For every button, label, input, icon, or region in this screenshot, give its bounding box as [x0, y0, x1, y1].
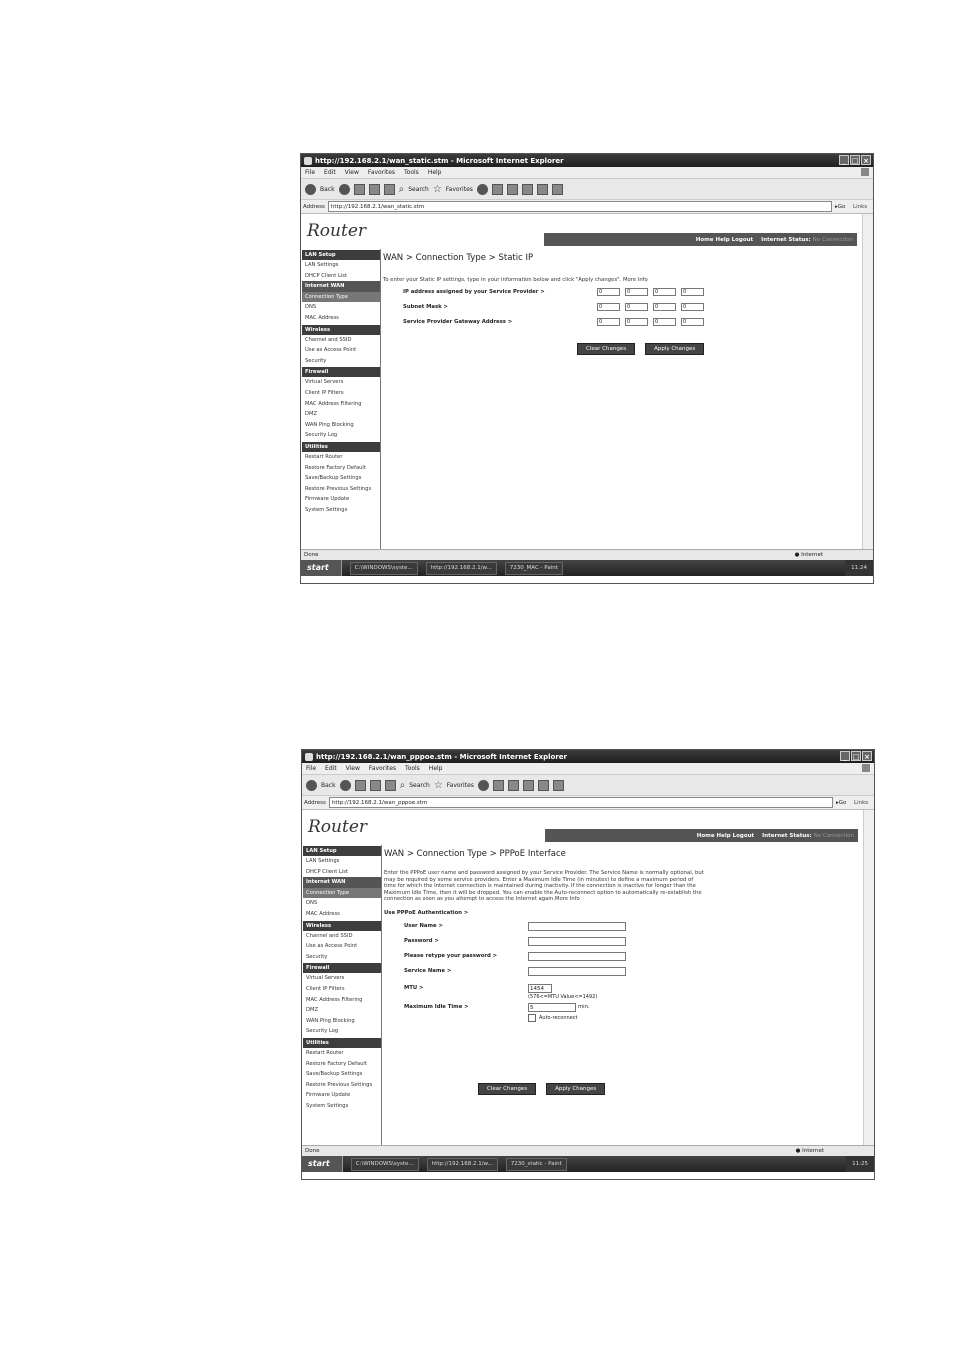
close-button[interactable]: × — [862, 751, 872, 761]
sidebar-item-dns[interactable]: DNS — [305, 304, 317, 311]
go-button[interactable] — [835, 204, 853, 210]
sidebar-item-restore-previous[interactable]: Restore Previous Settings — [305, 485, 372, 492]
status-bar — [302, 1145, 874, 1156]
internet-status-label: Internet Status: — [762, 832, 812, 839]
sidebar-item-mac-filtering[interactable]: MAC Address Filtering — [306, 996, 363, 1003]
taskbar — [301, 560, 873, 576]
address-bar — [301, 200, 873, 214]
sidebar-item-security[interactable]: Security — [305, 357, 327, 364]
user-name-input[interactable] — [528, 922, 626, 931]
sidebar-item-restart[interactable]: Restart Router — [305, 453, 343, 460]
sidebar-item-system-settings[interactable]: System Settings — [306, 1102, 349, 1109]
screenshot-static-ip — [300, 153, 874, 584]
edit-icon[interactable] — [523, 780, 534, 791]
favorites-icon[interactable]: ☆ — [432, 183, 442, 195]
home-icon[interactable] — [385, 780, 396, 791]
home-link[interactable]: Home — [695, 236, 714, 243]
taskbar — [302, 1156, 874, 1172]
sidebar-item-save-backup[interactable]: Save/Backup Settings — [306, 1071, 363, 1078]
page-title: WAN > Connection Type > Static IP — [383, 253, 534, 263]
sidebar-item-mac-address[interactable]: MAC Address — [306, 910, 340, 917]
forward-icon[interactable] — [339, 184, 350, 195]
router-page — [301, 214, 873, 549]
go-arrow-icon: ▸ — [836, 799, 839, 806]
sidebar-head-wireless: Wireless — [302, 325, 380, 335]
sidebar — [303, 845, 382, 1145]
sidebar-item-restore-previous[interactable]: Restore Previous Settings — [306, 1081, 373, 1088]
sidebar-head-firewall: Firewall — [303, 963, 381, 973]
taskbar-item-paint[interactable]: 7230_static - Paint — [506, 1158, 567, 1171]
sidebar-item-firmware[interactable]: Firmware Update — [306, 1092, 351, 1099]
internet-status-label: Internet Status: — [761, 236, 811, 243]
links-button[interactable]: Links — [853, 203, 868, 210]
help-link[interactable]: Help — [716, 832, 731, 839]
print-icon[interactable] — [507, 184, 518, 195]
start-button[interactable]: start — [301, 560, 342, 576]
discuss-icon[interactable] — [537, 184, 548, 195]
internet-zone: ● Internet — [795, 1148, 824, 1154]
subnet-mask-label: Subnet Mask > — [403, 304, 448, 310]
logout-link[interactable]: Logout — [732, 832, 755, 839]
ie-icon — [304, 157, 312, 165]
search-icon[interactable]: ⌕ — [399, 779, 406, 791]
address-label: Address — [303, 203, 325, 210]
router-logo: Router — [307, 221, 367, 241]
go-label: Go — [837, 203, 846, 210]
subnet-octet-1[interactable]: 0 — [597, 303, 620, 311]
maximize-button[interactable]: □ — [851, 157, 859, 165]
stop-icon[interactable] — [354, 184, 365, 195]
favorites-label[interactable]: Favorites — [446, 781, 474, 789]
sidebar-item-access-point[interactable]: Use as Access Point — [305, 347, 357, 354]
history-icon[interactable] — [477, 184, 488, 195]
sidebar-item-channel-ssid[interactable]: Channel and SSID — [305, 336, 352, 343]
mtu-hint: (576<=MTU Value<=1492) — [528, 993, 598, 1000]
sidebar-item-channel-ssid[interactable]: Channel and SSID — [306, 932, 353, 939]
sidebar-item-factory-default[interactable]: Restore Factory Default — [306, 1060, 367, 1067]
gateway-octet-3[interactable]: 0 — [653, 318, 676, 326]
sidebar-item-connection-type[interactable]: Connection Type — [303, 888, 381, 899]
service-name-input[interactable] — [528, 967, 626, 976]
messenger-icon[interactable] — [552, 184, 563, 195]
auto-reconnect-label: Auto-reconnect — [539, 1014, 578, 1021]
maximize-button[interactable]: □ — [852, 753, 860, 761]
status-bar — [301, 549, 873, 560]
page-scrollbar[interactable] — [863, 810, 874, 1145]
apply-changes-button[interactable]: Apply Changes — [546, 1083, 605, 1095]
status-text: Done — [305, 1148, 320, 1154]
taskbar-item-paint[interactable]: 7230_MAC - Paint — [505, 562, 563, 575]
help-link[interactable]: Help — [715, 236, 730, 243]
refresh-icon[interactable] — [370, 780, 381, 791]
sidebar-item-client-ip-filters[interactable]: Client IP Filters — [306, 985, 345, 992]
idle-time-unit: min. — [578, 1004, 590, 1010]
favorites-label[interactable]: Favorites — [445, 185, 473, 193]
sidebar-item-dmz[interactable]: DMZ — [306, 1007, 319, 1014]
sidebar-item-wan-ping[interactable]: WAN Ping Blocking — [305, 421, 354, 428]
gateway-label: Service Provider Gateway Address > — [403, 319, 513, 325]
messenger-icon[interactable] — [553, 780, 564, 791]
menu-view[interactable]: View — [344, 169, 359, 176]
print-icon[interactable] — [508, 780, 519, 791]
retype-password-input[interactable] — [528, 952, 626, 961]
idle-time-label: Maximum Idle Time > — [404, 1004, 469, 1010]
sidebar-item-security-log[interactable]: Security Log — [305, 432, 338, 439]
links-button[interactable]: Links — [854, 799, 869, 806]
address-input[interactable]: http://192.168.2.1/wan_static.stm — [328, 201, 832, 212]
ip-octet-4[interactable]: 0 — [681, 288, 704, 296]
menu-favorites[interactable]: Favorites — [367, 169, 396, 176]
button-row — [577, 343, 704, 355]
sidebar-head-internet-wan: Internet WAN — [302, 281, 380, 292]
taskbar-item-cmd[interactable]: C:\WINDOWS\syste... — [350, 562, 418, 575]
status-text: Done — [304, 552, 319, 558]
minimize-button[interactable]: _ — [840, 751, 850, 761]
home-icon[interactable] — [384, 184, 395, 195]
ip-octet-3[interactable]: 0 — [653, 288, 676, 296]
top-nav-band — [545, 829, 858, 842]
sidebar-item-security-log[interactable]: Security Log — [306, 1028, 339, 1035]
router-logo: Router — [308, 817, 368, 837]
subnet-octet-3[interactable]: 0 — [653, 303, 676, 311]
pppoe-auth-label: Use PPPoE Authentication > — [384, 909, 469, 916]
menu-tools[interactable]: Tools — [404, 169, 419, 176]
content-area — [383, 249, 861, 352]
internet-zone: ● Internet — [794, 552, 823, 558]
idle-time-row — [384, 1003, 862, 1012]
sidebar-item-restart[interactable]: Restart Router — [306, 1049, 344, 1056]
sidebar-item-dmz[interactable]: DMZ — [305, 411, 318, 418]
sidebar-item-client-ip-filters[interactable]: Client IP Filters — [305, 389, 344, 396]
window-title: http://192.168.2.1/wan_pppoe.stm - Microsoft Internet Explorer — [316, 752, 568, 761]
internet-status-value: No Connection — [812, 236, 853, 243]
sidebar-item-dhcp-list[interactable]: DHCP Client List — [306, 868, 349, 875]
intro-text: Enter the PPPoE user name and password assigned by your Service Provider. The Service Name is normally optional, but may be required by some service providers. Enter a Maximum Idle Time (in minutes) to define a maximum period of time for which the Internet connection is maintained during inactivity. If the connection is inactive for longer than the Maximum Idle Time, then it will be dropped. You can enable the Auto-reconnect option to automatically re-establish the connection as soon as you attempt to access the Internet again.More Info — [384, 870, 704, 902]
globe-icon: ● — [795, 1148, 801, 1154]
gateway-octet-2[interactable]: 0 — [625, 318, 648, 326]
mail-icon[interactable] — [493, 780, 504, 791]
ip-octet-1[interactable]: 0 — [597, 288, 620, 296]
top-nav-band — [544, 233, 857, 246]
sidebar-head-utilities: Utilities — [302, 442, 380, 452]
user-name-label: User Name > — [404, 923, 443, 929]
back-label[interactable]: Back — [321, 781, 336, 789]
internet-status-value: No Connection — [813, 832, 854, 839]
edit-icon[interactable] — [522, 184, 533, 195]
go-arrow-icon: ▸ — [835, 203, 838, 210]
sidebar-item-dns[interactable]: DNS — [306, 900, 318, 907]
home-link[interactable]: Home — [696, 832, 715, 839]
page-title: WAN > Connection Type > PPPoE Interface — [384, 849, 566, 859]
gateway-octet-4[interactable]: 0 — [681, 318, 704, 326]
subnet-octet-2[interactable]: 0 — [625, 303, 648, 311]
menu-help[interactable]: Help — [428, 765, 443, 772]
mtu-row — [384, 984, 862, 993]
window-title: http://192.168.2.1/wan_static.stm - Microsoft Internet Explorer — [315, 156, 564, 165]
sidebar-item-system-settings[interactable]: System Settings — [305, 506, 348, 513]
mtu-label: MTU > — [404, 985, 424, 991]
auto-reconnect-row — [528, 1014, 862, 1022]
window-titlebar — [301, 154, 873, 167]
sidebar-head-lan: LAN Setup — [302, 250, 380, 260]
sidebar-item-security[interactable]: Security — [306, 953, 328, 960]
sidebar-item-virtual-servers[interactable]: Virtual Servers — [306, 975, 345, 982]
password-row — [384, 937, 862, 946]
discuss-icon[interactable] — [538, 780, 549, 791]
ip-address-label: IP address assigned by your Service Provider > — [403, 289, 545, 295]
back-label[interactable]: Back — [320, 185, 335, 193]
sidebar-item-factory-default[interactable]: Restore Factory Default — [305, 464, 366, 471]
sidebar-item-lan-settings[interactable]: LAN Settings — [305, 262, 339, 268]
ie-icon — [305, 753, 313, 761]
close-button[interactable]: × — [861, 155, 871, 165]
menu-view[interactable]: View — [345, 765, 360, 772]
intro-text: To enter your Static IP settings, type in your information below and click "Apply changes". More Info — [383, 277, 648, 283]
search-icon[interactable]: ⌕ — [398, 183, 405, 195]
mail-icon[interactable] — [492, 184, 503, 195]
router-page — [302, 810, 874, 1145]
address-label: Address — [304, 799, 326, 806]
menu-file[interactable]: File — [305, 169, 316, 176]
gateway-row — [383, 318, 861, 326]
clock: 11:24 — [845, 560, 873, 576]
sidebar-item-mac-address[interactable]: MAC Address — [305, 314, 339, 321]
mtu-input[interactable]: 1454 — [528, 984, 552, 993]
clear-changes-button[interactable]: Clear Changes — [478, 1083, 536, 1095]
button-row — [478, 1083, 605, 1095]
window-titlebar — [302, 750, 874, 763]
sidebar — [302, 249, 381, 549]
taskbar-item-ie[interactable]: http://192.168.2.1/w... — [427, 1158, 498, 1171]
address-bar — [302, 796, 874, 810]
service-name-label: Service Name > — [404, 968, 452, 974]
search-label[interactable]: Search — [409, 781, 430, 789]
menu-tools[interactable]: Tools — [405, 765, 420, 772]
go-button[interactable] — [836, 800, 854, 806]
menu-edit[interactable]: Edit — [324, 169, 336, 176]
sidebar-item-wan-ping[interactable]: WAN Ping Blocking — [306, 1017, 355, 1024]
history-icon[interactable] — [478, 780, 489, 791]
sidebar-item-virtual-servers[interactable]: Virtual Servers — [305, 379, 344, 386]
taskbar-item-ie[interactable]: http://192.168.2.1/w... — [426, 562, 497, 575]
subnet-octet-4[interactable]: 0 — [681, 303, 704, 311]
service-name-row — [384, 967, 862, 976]
password-label: Password > — [404, 938, 439, 944]
globe-icon: ● — [794, 552, 800, 558]
sidebar-item-access-point[interactable]: Use as Access Point — [306, 943, 358, 950]
ip-address-row — [383, 288, 861, 296]
sidebar-head-wireless: Wireless — [303, 921, 381, 931]
taskbar-item-cmd[interactable]: C:\WINDOWS\syste... — [351, 1158, 419, 1171]
browser-toolbar — [302, 775, 874, 796]
page-scrollbar[interactable] — [862, 214, 873, 549]
apply-changes-button[interactable]: Apply Changes — [645, 343, 704, 355]
back-icon[interactable] — [306, 780, 317, 791]
auto-reconnect-checkbox[interactable] — [528, 1014, 536, 1022]
sidebar-item-dhcp-list[interactable]: DHCP Client List — [305, 272, 348, 279]
sidebar-item-lan-settings[interactable]: LAN Settings — [306, 858, 340, 864]
clock: 11:25 — [846, 1156, 874, 1172]
menu-bar — [302, 763, 874, 775]
clear-changes-button[interactable]: Clear Changes — [577, 343, 635, 355]
retype-password-row — [384, 952, 862, 961]
address-input[interactable]: http://192.168.2.1/wan_pppoe.stm — [329, 797, 833, 808]
sidebar-item-mac-filtering[interactable]: MAC Address Filtering — [305, 400, 362, 407]
windows-flag-icon — [861, 168, 869, 176]
pppoe-auth-heading — [384, 910, 862, 916]
subnet-mask-row — [383, 303, 861, 311]
menu-favorites[interactable]: Favorites — [368, 765, 397, 772]
favorites-icon[interactable]: ☆ — [433, 779, 443, 791]
screenshot-pppoe — [301, 749, 875, 1180]
windows-flag-icon — [862, 764, 870, 772]
menu-help[interactable]: Help — [427, 169, 442, 176]
browser-toolbar — [301, 179, 873, 200]
sidebar-head-internet-wan: Internet WAN — [303, 877, 381, 888]
ip-octet-2[interactable]: 0 — [625, 288, 648, 296]
logout-link[interactable]: Logout — [731, 236, 754, 243]
retype-password-label: Please retype your password > — [404, 953, 498, 959]
sidebar-item-firmware[interactable]: Firmware Update — [305, 496, 350, 503]
gateway-octet-1[interactable]: 0 — [597, 318, 620, 326]
sidebar-head-utilities: Utilities — [303, 1038, 381, 1048]
content-area — [384, 845, 862, 1092]
forward-icon[interactable] — [340, 780, 351, 791]
refresh-icon[interactable] — [369, 184, 380, 195]
password-input[interactable] — [528, 937, 626, 946]
search-label[interactable]: Search — [408, 185, 429, 193]
sidebar-head-firewall: Firewall — [302, 367, 380, 377]
menu-bar — [301, 167, 873, 179]
sidebar-item-save-backup[interactable]: Save/Backup Settings — [305, 475, 362, 482]
user-name-row — [384, 922, 862, 931]
start-button[interactable]: start — [302, 1156, 343, 1172]
idle-time-input[interactable]: 5 — [528, 1003, 576, 1012]
menu-edit[interactable]: Edit — [325, 765, 337, 772]
go-label: Go — [838, 799, 847, 806]
sidebar-item-connection-type[interactable]: Connection Type — [302, 292, 380, 303]
stop-icon[interactable] — [355, 780, 366, 791]
minimize-button[interactable]: _ — [839, 155, 849, 165]
menu-file[interactable]: File — [306, 765, 317, 772]
sidebar-head-lan: LAN Setup — [303, 846, 381, 856]
back-icon[interactable] — [305, 184, 316, 195]
